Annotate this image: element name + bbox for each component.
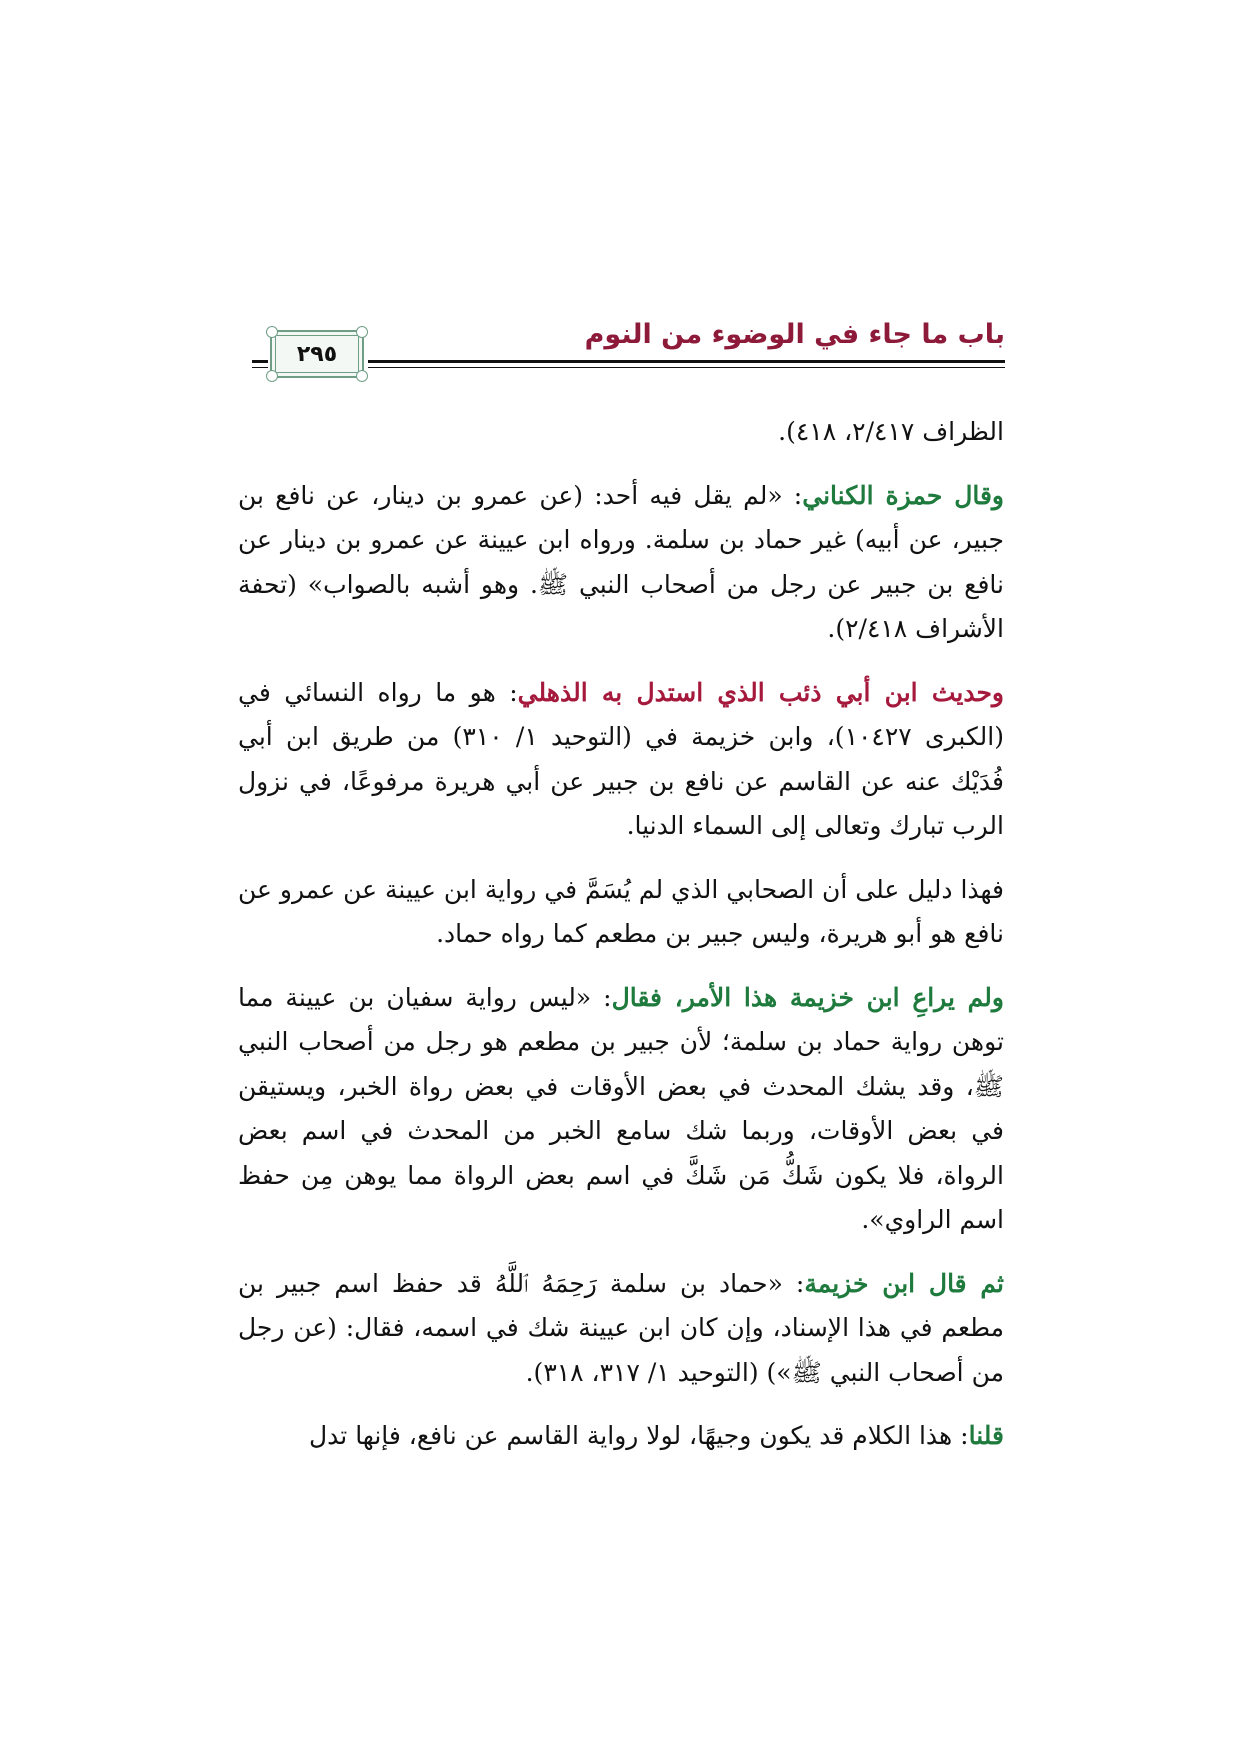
page-body <box>238 410 1004 1478</box>
header-rule-left <box>252 360 268 363</box>
paragraph <box>238 976 1004 1243</box>
ornament-corner-icon <box>266 326 278 338</box>
paragraph-lead: قلنا <box>968 1421 1004 1450</box>
paragraph <box>238 1262 1004 1396</box>
paragraph <box>238 1414 1004 1459</box>
paragraph-text: فهذا دليل على أن الصحابي الذي لم يُسَمَّ في رواية ابن عيينة عن عمرو عن نافع هو أبو هريرة، وليس جبير بن مطعم كما رواه حماد. <box>238 874 1004 948</box>
paragraph-text: : هو ما رواه النسائي في (الكبرى ١٠٤٢٧)، وابن خزيمة في (التوحيد ١/ ٣١٠) من طريق ابن أبي فُدَيْك عنه عن القاسم عن نافع بن جبير عن أبي هريرة مرفوعًا، في نزول الرب تبارك وتعالى إلى السماء الدنيا. <box>238 677 1004 840</box>
ornament-corner-icon <box>266 370 278 382</box>
header-rule <box>368 360 1005 363</box>
paragraph-text: الظراف ٢/٤١٧، ٤١٨). <box>778 417 1004 446</box>
page-header <box>252 318 1005 380</box>
paragraph <box>238 410 1004 455</box>
paragraph-lead: وقال حمزة الكناني <box>802 480 1005 510</box>
paragraph-text: : «حماد بن سلمة رَحِمَهُ ٱللَّهُ قد حفظ اسم جبير بن مطعم في هذا الإسناد، وإن كان ابن عيينة شك في اسمه، فقال: (عن رجل من أصحاب النبي ﷺ») (التوحيد ١/ ٣١٧، ٣١٨). <box>238 1268 1004 1387</box>
paragraph-text: : هذا الكلام قد يكون وجيهًا، لولا رواية القاسم عن نافع، فإنها تدل <box>309 1421 969 1450</box>
paragraph-lead: ثم قال ابن خزيمة <box>804 1268 1005 1298</box>
header-rule-left-thin <box>252 367 268 368</box>
ornament-corner-icon <box>356 326 368 338</box>
paragraph-lead: وحديث ابن أبي ذئب الذي استدل به الذهلي <box>517 677 1004 707</box>
page-number-frame <box>270 330 364 378</box>
paragraph <box>238 671 1004 849</box>
ornament-corner-icon <box>356 370 368 382</box>
paragraph <box>238 868 1004 957</box>
paragraph-text: : «ليس رواية سفيان بن عيينة مما توهن رواية حماد بن سلمة؛ لأن جبير بن مطعم هو رجل من أصحاب النبي ﷺ، وقد يشك المحدث في بعض الأوقات في بعض رواة الخبر، ويستيقن في بعض الأوقات، وربما شك سامع الخبر من المحدث في اسم بعض الرواة، فلا يكون شَكُّ مَن شَكَّ في اسم بعض الرواة مما يوهن مِن حفظ اسم الراوي». <box>238 982 1004 1234</box>
paragraph-text: : «لم يقل فيه أحد: (عن عمرو بن دينار، عن نافع بن جبير، عن أبيه) غير حماد بن سلمة. ورواه ابن عيينة عن عمرو بن دينار عن نافع بن جبير عن رجل من أصحاب النبي ﷺ. وهو أشبه بالصواب» (تحفة الأشراف ٢/٤١٨). <box>238 480 1004 643</box>
paragraph <box>238 474 1004 652</box>
paragraph-lead: ولم يراعِ ابن خزيمة هذا الأمر، فقال <box>611 982 1004 1012</box>
page-number: ٢٩٥ <box>296 341 338 367</box>
header-rule-thin <box>368 367 1005 368</box>
chapter-title: باب ما جاء في الوضوء من النوم <box>584 319 1005 350</box>
